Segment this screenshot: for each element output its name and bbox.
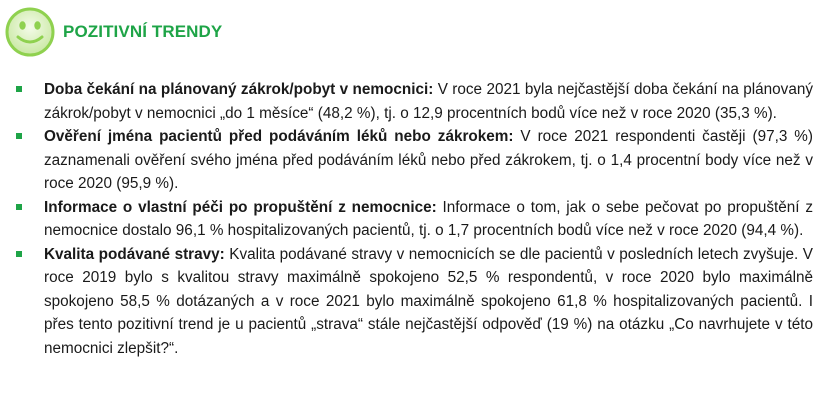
section-title: POZITIVNÍ TRENDY: [63, 22, 223, 41]
bullet-square-icon: [16, 251, 22, 257]
section-header: [4, 6, 222, 58]
item-text: V roce 2021 byla nejčastější doba čekání na plánovaný zákrok/pobyt v nemocnici „do 1 měsíce“ (48,2 %), tj. o 12,9 procentních bodů více než v roce 2020 (35,3 %).: [44, 81, 813, 122]
list-item: [16, 125, 813, 196]
bullet-square-icon: [16, 133, 22, 139]
list-item: [16, 78, 813, 125]
item-lead: Ověření jména pacientů před podáváním léků nebo zákrokem:: [44, 128, 514, 145]
bullet-square-icon: [16, 86, 22, 92]
list-item: [16, 196, 813, 243]
item-lead: Kvalita podávané stravy:: [44, 245, 225, 263]
item-lead: Doba čekání na plánovaný zákrok/pobyt v nemocnici:: [44, 81, 434, 98]
item-text: V roce 2021 respondenti častěji (97,3 %) zaznamenali ověření svého jména před podáváním léků nebo před zákrokem, tj. o 1,4 procentní body více než v roce 2020 (95,9 %).: [44, 128, 813, 192]
bullet-square-icon: [16, 204, 22, 210]
item-text: Informace o tom, jak o sebe pečovat po propuštění z nemocnice dostalo 96,1 % hospitalizovaných pacientů, tj. o 1,7 procentních bodů více než v roce 2020 (94,4 %).: [44, 198, 813, 239]
trend-list: [16, 78, 813, 360]
item-text: Kvalita podávané stravy v nemocnicích se dle pacientů v posledních letech zvyšuje. V roce 2019 bylo s kvalitou stravy maximálně spokojeno 52,5 % respondentů, v roce 2020 bylo maximálně spokojeno 58,5 % dotázaných a v roce 2021 bylo maximálně spokojeno 61,8 % hospitalizovaných pacientů. I přes tento pozitivní trend je u pacientů „strava“ stále nejčastější odpověď (19 %) na otázku „Co navrhujete v této nemocnici zlepšit?“.: [44, 245, 813, 357]
item-lead: Informace o vlastní péči po propuštění z nemocnice:: [44, 198, 437, 216]
smiley-face-icon: [4, 6, 56, 58]
list-item: [16, 243, 813, 361]
